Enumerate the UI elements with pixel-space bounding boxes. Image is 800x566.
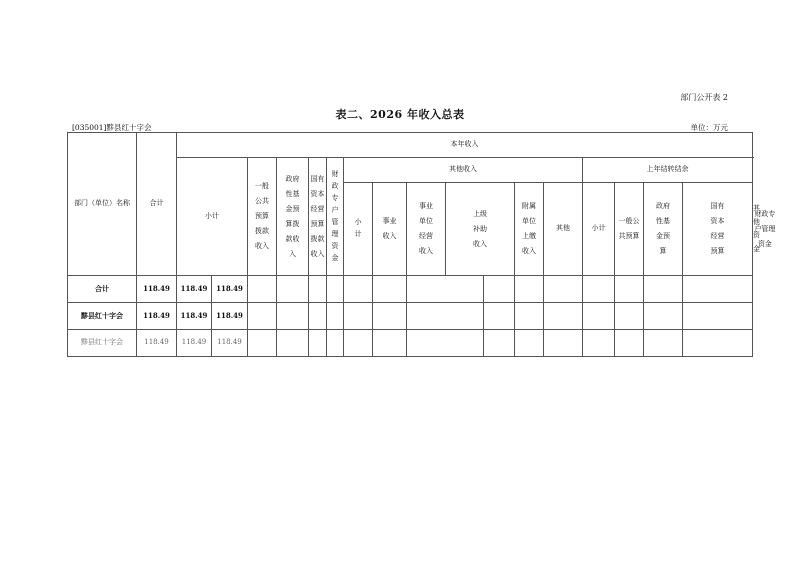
row-cell xyxy=(407,303,484,330)
table-row xyxy=(68,276,753,303)
row-name: 黟县红十字会 xyxy=(68,303,137,330)
header-affiliated-income: 附属单位上缴收入 xyxy=(515,183,544,276)
row-cell xyxy=(583,276,615,303)
row-cell xyxy=(344,303,373,330)
header-state-capital: 国有资本经营预算拨款收入 xyxy=(309,158,327,276)
header-other-subtotal: 小计 xyxy=(344,183,373,276)
row-cell xyxy=(327,330,344,357)
row-subtotal: 118.49 xyxy=(177,276,212,303)
row-cell xyxy=(515,276,544,303)
unit-label: 单位：万元 xyxy=(690,123,728,132)
income-summary-table: 部门（单位）名称 合计 本年收入 小计 一般公共预算拨款收入 政府性基金预算拨款收入 国有资本经营预算拨款收入 财政专户管理资金 其他收入 上年结转结余 小计 事业收入 事业单位经营收入 上级补助收入 附属单位上缴收入 其他 小计 一般公共预算 政府性基金预算 国有资本经营预算 财政专户管理资金 其他资金 合计 118.49 118.49 118.49 黟县红十字会 118.49 118.49 118.49 黟县红十字会 118.49 118.49 118.49 xyxy=(67,132,753,357)
row-cell xyxy=(327,303,344,330)
row-cell xyxy=(277,276,309,303)
unit-name: [035001]黟县红十字会 xyxy=(72,123,152,132)
row-cell xyxy=(683,303,753,330)
row-general: 118.49 xyxy=(212,276,248,303)
row-subtotal: 118.49 xyxy=(177,330,212,357)
row-cell xyxy=(277,330,309,357)
header-carry-gov-fund: 政府性基金预算 xyxy=(644,183,683,276)
header-carry-state-capital: 国有资本经营预算 xyxy=(683,183,753,276)
row-cell xyxy=(683,276,753,303)
row-cell xyxy=(544,330,583,357)
row-cell xyxy=(248,303,277,330)
row-cell xyxy=(407,330,484,357)
header-business-income: 事业收入 xyxy=(373,183,407,276)
row-cell xyxy=(583,303,615,330)
row-cell xyxy=(484,276,515,303)
row-cell xyxy=(373,303,407,330)
row-cell xyxy=(515,330,544,357)
row-cell xyxy=(373,330,407,357)
row-cell xyxy=(309,276,327,303)
header-gov-fund: 政府性基金预算拨款收入 xyxy=(277,158,309,276)
table-row xyxy=(68,303,753,330)
row-cell xyxy=(248,330,277,357)
row-cell xyxy=(484,303,515,330)
row-total: 118.49 xyxy=(137,276,177,303)
row-cell xyxy=(544,276,583,303)
table-row xyxy=(68,330,753,357)
header-subtotal: 小计 xyxy=(177,158,248,276)
row-cell xyxy=(344,330,373,357)
header-total-col: 合计 xyxy=(137,133,177,276)
row-cell xyxy=(683,330,753,357)
row-general: 118.49 xyxy=(212,303,248,330)
row-cell xyxy=(309,303,327,330)
header-superior-subsidy: 上级补助收入 xyxy=(446,183,515,276)
header-carry-general: 一般公共预算 xyxy=(615,183,644,276)
document-title: 表二、2026 年收入总表 xyxy=(335,108,465,121)
header-carry-subtotal: 小计 xyxy=(583,183,615,276)
row-cell xyxy=(583,330,615,357)
row-cell xyxy=(615,330,644,357)
row-cell xyxy=(644,303,683,330)
row-cell xyxy=(277,303,309,330)
row-cell xyxy=(407,276,484,303)
row-subtotal: 118.49 xyxy=(177,303,212,330)
header-current-year: 本年收入 xyxy=(177,133,753,158)
row-cell xyxy=(615,276,644,303)
header-other-income: 其他收入 xyxy=(344,158,583,183)
header-name-col: 部门（单位）名称 xyxy=(68,133,137,276)
row-cell xyxy=(373,276,407,303)
header-operating-income: 事业单位经营收入 xyxy=(407,183,446,276)
row-cell xyxy=(544,303,583,330)
row-name: 合计 xyxy=(68,276,137,303)
row-cell xyxy=(327,276,344,303)
row-cell xyxy=(309,330,327,357)
header-other: 其他 xyxy=(544,183,583,276)
header-carryover: 上年结转结余 xyxy=(583,158,753,183)
row-general: 118.49 xyxy=(212,330,248,357)
row-total: 118.49 xyxy=(137,330,177,357)
row-cell xyxy=(644,276,683,303)
row-cell xyxy=(484,330,515,357)
document-code: 部门公开表 2 xyxy=(680,93,728,102)
row-total: 118.49 xyxy=(137,303,177,330)
row-cell xyxy=(344,276,373,303)
header-fiscal-special: 财政专户管理资金 xyxy=(327,158,344,276)
row-cell xyxy=(515,303,544,330)
row-cell xyxy=(615,303,644,330)
row-cell xyxy=(644,330,683,357)
row-name: 黟县红十字会 xyxy=(68,330,137,357)
row-cell xyxy=(248,276,277,303)
header-general-budget: 一般公共预算拨款收入 xyxy=(248,158,277,276)
